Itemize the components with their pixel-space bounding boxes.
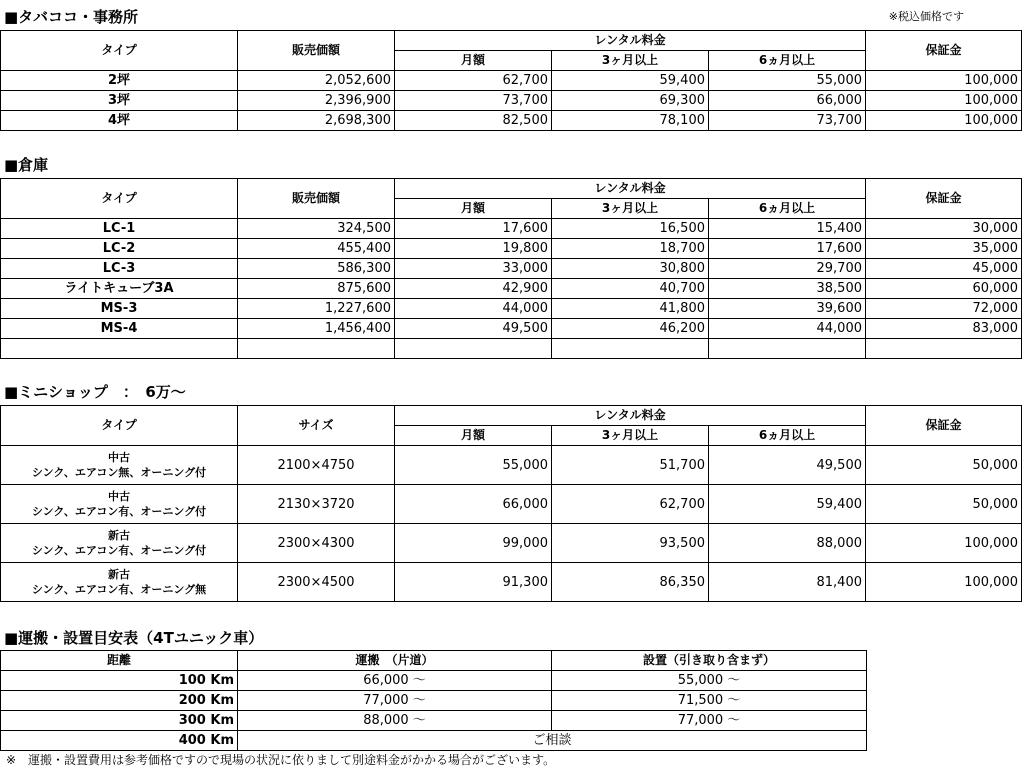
monthly-cell: 42,900 <box>395 279 552 299</box>
m3-cell: 59,400 <box>552 71 709 91</box>
setup-cell: 71,500 ～ <box>552 691 867 711</box>
m3-cell: 93,500 <box>552 524 709 563</box>
m6-cell: 39,600 <box>709 299 866 319</box>
m6-cell: 17,600 <box>709 239 866 259</box>
storage-table <box>0 178 1022 359</box>
header-rental: レンタル料金 <box>395 31 866 51</box>
header-monthly: 月額 <box>395 199 552 219</box>
table-row <box>1 71 1022 91</box>
section-title-minishop: ■ミニショップ ： 6万～ <box>4 383 186 401</box>
spec-label: シンク、エアコン有、オーニング無 <box>31 583 207 596</box>
condition-label: 新古 <box>108 568 130 581</box>
table-row <box>1 111 1022 131</box>
monthly-cell: 91,300 <box>395 563 552 602</box>
m3-cell: 18,700 <box>552 239 709 259</box>
monthly-cell: 19,800 <box>395 239 552 259</box>
distance-cell: 100 Km <box>1 671 238 691</box>
m3-cell: 51,700 <box>552 446 709 485</box>
table-row <box>1 219 1022 239</box>
condition-label: 中古 <box>108 451 130 464</box>
m3-cell: 78,100 <box>552 111 709 131</box>
deposit-cell: 35,000 <box>866 239 1022 259</box>
empty-cell <box>238 339 395 359</box>
price-cell: 586,300 <box>238 259 395 279</box>
table-row <box>1 711 867 731</box>
section-title-transport: ■運搬・設置目安表（4Tユニック車） <box>4 629 264 647</box>
table-row <box>1 524 1022 563</box>
transport-distance: 400 Km <box>1 731 238 751</box>
deposit-cell: 50,000 <box>866 485 1022 524</box>
header-3months: 3ヶ月以上 <box>552 51 709 71</box>
table-row <box>1 299 1022 319</box>
header-3months: 3ヶ月以上 <box>552 426 709 446</box>
m6-cell: 38,500 <box>709 279 866 299</box>
deposit-cell: 72,000 <box>866 299 1022 319</box>
minishop-table <box>0 405 1022 602</box>
table-row <box>1 91 1022 111</box>
header-type: タイプ <box>1 179 238 219</box>
m3-cell: 30,800 <box>552 259 709 279</box>
type-cell: LC-2 <box>1 239 238 259</box>
type-cell: MS-4 <box>1 319 238 339</box>
header-price: 販売価額 <box>238 31 395 71</box>
carry-cell: 88,000 ～ <box>238 711 552 731</box>
size-cell: 2300×4300 <box>238 524 395 563</box>
section-title-storage: ■倉庫 <box>4 156 49 174</box>
header-distance: 距離 <box>1 651 238 671</box>
type-cell: ライトキューブ3A <box>1 279 238 299</box>
monthly-cell: 66,000 <box>395 485 552 524</box>
monthly-cell: 99,000 <box>395 524 552 563</box>
monthly-cell: 17,600 <box>395 219 552 239</box>
monthly-cell: 62,700 <box>395 71 552 91</box>
m6-cell: 66,000 <box>709 91 866 111</box>
transport-table <box>0 650 867 751</box>
header-rental: レンタル料金 <box>395 406 866 426</box>
header-deposit: 保証金 <box>866 406 1022 446</box>
distance-cell: 300 Km <box>1 711 238 731</box>
m6-cell: 29,700 <box>709 259 866 279</box>
price-cell: 1,456,400 <box>238 319 395 339</box>
m3-cell: 40,700 <box>552 279 709 299</box>
table-row <box>1 319 1022 339</box>
price-cell: 2,698,300 <box>238 111 395 131</box>
carry-cell: 77,000 ～ <box>238 691 552 711</box>
header-deposit: 保証金 <box>866 179 1022 219</box>
condition-label: 中古 <box>108 490 130 503</box>
monthly-cell: 49,500 <box>395 319 552 339</box>
type-cell: MS-3 <box>1 299 238 319</box>
deposit-cell: 30,000 <box>866 219 1022 239</box>
header-monthly: 月額 <box>395 51 552 71</box>
m6-cell: 49,500 <box>709 446 866 485</box>
deposit-cell: 100,000 <box>866 91 1022 111</box>
monthly-cell: 33,000 <box>395 259 552 279</box>
carry-cell: 66,000 ～ <box>238 671 552 691</box>
m3-cell: 62,700 <box>552 485 709 524</box>
deposit-cell: 100,000 <box>866 71 1022 91</box>
m3-cell: 16,500 <box>552 219 709 239</box>
spec-label: シンク、エアコン無、オーニング付 <box>31 466 207 479</box>
condition-label: 新古 <box>108 529 130 542</box>
setup-cell: 55,000 ～ <box>552 671 867 691</box>
deposit-cell: 45,000 <box>866 259 1022 279</box>
empty-row <box>1 339 1022 359</box>
price-cell: 1,227,600 <box>238 299 395 319</box>
type-cell: 4坪 <box>1 111 238 131</box>
m6-cell: 15,400 <box>709 219 866 239</box>
header-monthly: 月額 <box>395 426 552 446</box>
header-6months: 6ヵ月以上 <box>709 426 866 446</box>
header-3months: 3ヶ月以上 <box>552 199 709 219</box>
header-setup: 設置（引き取り含まず） <box>552 651 867 671</box>
deposit-cell: 60,000 <box>866 279 1022 299</box>
monthly-cell: 55,000 <box>395 446 552 485</box>
m6-cell: 73,700 <box>709 111 866 131</box>
footnote: ※ 運搬・設置費用は参考価格ですので現場の状況に依りまして別途料金がかかる場合がございます。 <box>6 753 556 767</box>
size-cell: 2300×4500 <box>238 563 395 602</box>
price-cell: 455,400 <box>238 239 395 259</box>
header-type: タイプ <box>1 31 238 71</box>
type-cell: LC-1 <box>1 219 238 239</box>
header-6months: 6ヵ月以上 <box>709 199 866 219</box>
spec-label: シンク、エアコン有、オーニング付 <box>31 544 207 557</box>
office-table <box>0 30 1022 131</box>
type-cell: LC-3 <box>1 259 238 279</box>
monthly-cell: 73,700 <box>395 91 552 111</box>
size-cell: 2130×3720 <box>238 485 395 524</box>
m3-cell: 86,350 <box>552 563 709 602</box>
type-cell <box>1 485 238 524</box>
table-row <box>1 485 1022 524</box>
section-title-office: ■タバココ・事務所 <box>4 8 139 26</box>
price-cell: 324,500 <box>238 219 395 239</box>
m6-cell: 81,400 <box>709 563 866 602</box>
type-cell <box>1 563 238 602</box>
table-row <box>1 279 1022 299</box>
empty-cell <box>709 339 866 359</box>
spec-label: シンク、エアコン有、オーニング付 <box>31 505 207 518</box>
table-row <box>1 259 1022 279</box>
table-row <box>1 446 1022 485</box>
deposit-cell: 100,000 <box>866 563 1022 602</box>
m6-cell: 88,000 <box>709 524 866 563</box>
header-size: サイズ <box>238 406 395 446</box>
m3-cell: 41,800 <box>552 299 709 319</box>
header-price: 販売価額 <box>238 179 395 219</box>
distance-cell: 200 Km <box>1 691 238 711</box>
monthly-cell: 82,500 <box>395 111 552 131</box>
price-cell: 875,600 <box>238 279 395 299</box>
price-cell: 2,052,600 <box>238 71 395 91</box>
header-deposit: 保証金 <box>866 31 1022 71</box>
empty-cell <box>552 339 709 359</box>
empty-cell <box>866 339 1022 359</box>
empty-cell <box>395 339 552 359</box>
table-row <box>1 691 867 711</box>
m6-cell: 59,400 <box>709 485 866 524</box>
table-row <box>1 671 867 691</box>
tax-note: ※税込価格です <box>888 10 964 23</box>
empty-cell <box>1 339 238 359</box>
type-cell <box>1 524 238 563</box>
header-6months: 6ヵ月以上 <box>709 51 866 71</box>
size-cell: 2100×4750 <box>238 446 395 485</box>
m3-cell: 69,300 <box>552 91 709 111</box>
type-cell: 3坪 <box>1 91 238 111</box>
m3-cell: 46,200 <box>552 319 709 339</box>
header-type: タイプ <box>1 406 238 446</box>
deposit-cell: 50,000 <box>866 446 1022 485</box>
table-row <box>1 239 1022 259</box>
deposit-cell: 100,000 <box>866 524 1022 563</box>
consult-cell: ご相談 <box>238 731 867 751</box>
deposit-cell: 100,000 <box>866 111 1022 131</box>
header-carry: 運搬 （片道） <box>238 651 552 671</box>
table-row <box>1 563 1022 602</box>
header-rental: レンタル料金 <box>395 179 866 199</box>
setup-cell: 77,000 ～ <box>552 711 867 731</box>
type-cell <box>1 446 238 485</box>
price-cell: 2,396,900 <box>238 91 395 111</box>
m6-cell: 55,000 <box>709 71 866 91</box>
deposit-cell: 83,000 <box>866 319 1022 339</box>
m6-cell: 44,000 <box>709 319 866 339</box>
type-cell: 2坪 <box>1 71 238 91</box>
monthly-cell: 44,000 <box>395 299 552 319</box>
